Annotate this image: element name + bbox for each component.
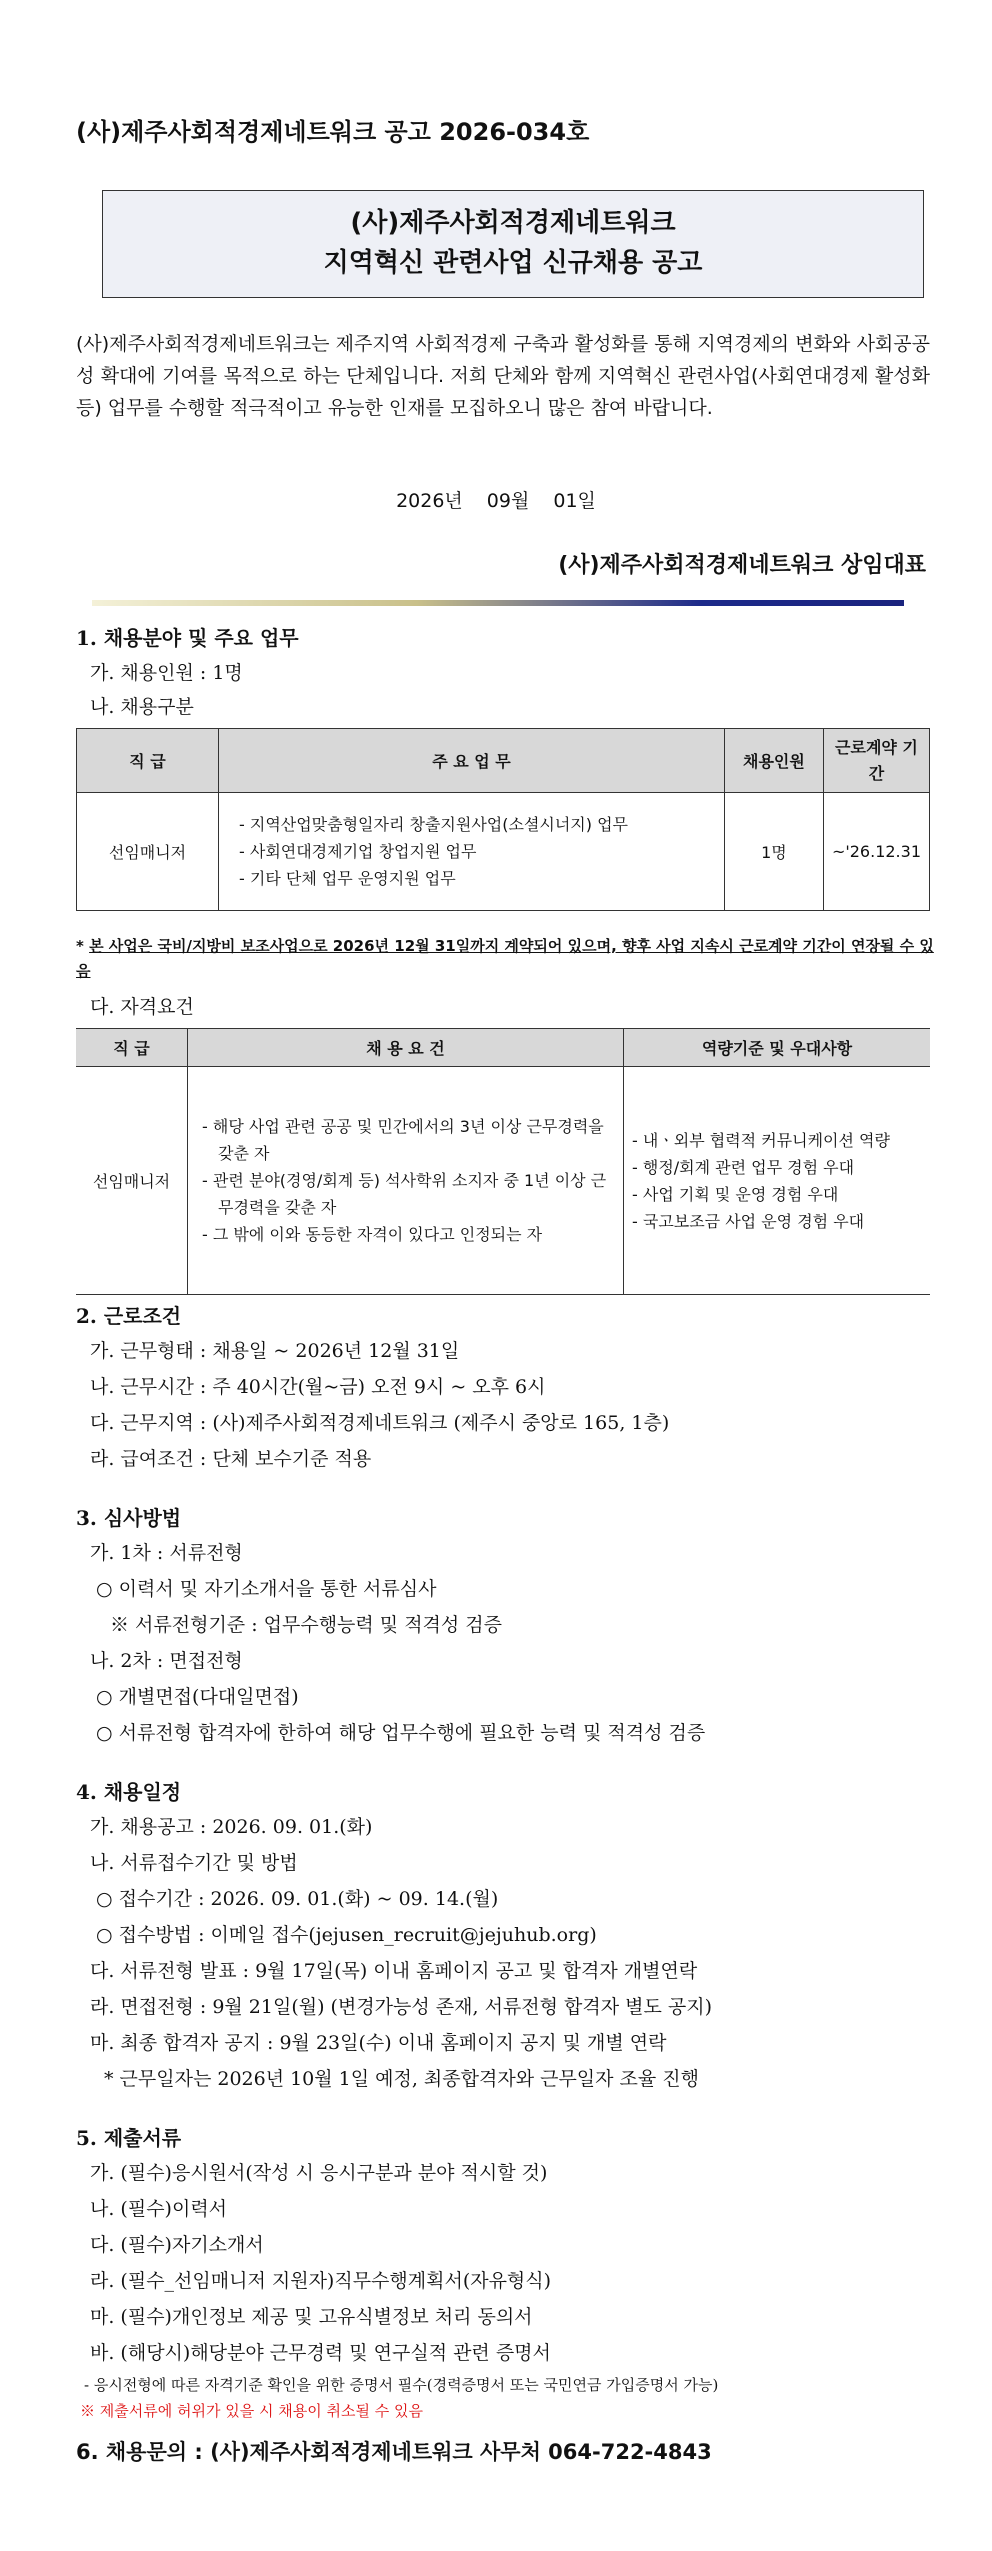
header-count: 채용인원 <box>724 729 823 793</box>
section-5-item: 바. (해당시)해당분야 근무경력 및 연구실적 관련 증명서 <box>90 2342 551 2364</box>
contact-line: 6. 채용문의 : (사)제주사회적경제네트워크 사무처 064-722-4843 <box>76 2440 712 2464</box>
preference-item: - 내ㆍ외부 협력적 커뮤니케이션 역량 <box>632 1130 890 1150</box>
section-5-item: 라. (필수_선임매니저 지원자)직무수행계획서(자유형식) <box>90 2270 552 2292</box>
cell-grade: 선임매니저 <box>77 793 219 911</box>
section-4-item: ○ 접수방법 : 이메일 접수(jejusen_recruit@jejuhub.org) <box>96 1924 597 1946</box>
contract-footnote: * 본 사업은 국비/지방비 보조사업으로 2026년 12월 31일까지 계약되어 있으며, 향후 사업 지속시 근로계약 기간이 연장될 수 있음 <box>76 937 934 980</box>
section-2-item: 다. 근무지역 : (사)제주사회적경제네트워크 (제주시 중앙로 165, 1층) <box>90 1412 670 1434</box>
section-3-item: ○ 개별면접(다대일면접) <box>96 1686 299 1708</box>
section-3-item: ○ 서류전형 합격자에 한하여 해당 업무수행에 필요한 능력 및 적격성 검증 <box>96 1722 706 1744</box>
section-5-warning: ※ 제출서류에 허위가 있을 시 채용이 취소될 수 있음 <box>80 2402 423 2420</box>
section-3-heading: 3. 심사방법 <box>76 1506 182 1530</box>
duty-item: - 지역산업맞춤형일자리 창출지원사업(소셜시너지) 업무 <box>239 815 629 834</box>
header-duties: 주 요 업 무 <box>219 729 725 793</box>
intro-paragraph: (사)제주사회적경제네트워크는 제주지역 사회적경제 구축과 활성화를 통해 지역경제의 변화와 사회공공성 확대에 기여를 목적으로 하는 단체입니다. 저희 단체와 함께 지역혁신 관련사업(사회연대경제 활성화 등) 업무를 수행할 적극적이고 유능한 인재를 모집하오니 많은 참여 바랍니다. <box>76 333 930 419</box>
title-box <box>102 190 924 298</box>
section-3-item: 나. 2차 : 면접전형 <box>90 1650 243 1672</box>
section-4-item: 나. 서류접수기간 및 방법 <box>90 1852 298 1874</box>
duty-item: - 기타 단체 업무 운영지원 업무 <box>239 869 456 888</box>
header-period: 근로계약 기간 <box>823 729 929 793</box>
section-5-item: 다. (필수)자기소개서 <box>90 2234 264 2256</box>
decorative-divider <box>92 600 904 606</box>
section-5-note: - 응시전형에 따른 자격기준 확인을 위한 증명서 필수(경력증명서 또는 국민연금 가입증명서 가능) <box>84 2376 719 2394</box>
section-3-item: ○ 이력서 및 자기소개서을 통한 서류심사 <box>96 1578 437 1600</box>
duty-item: - 사회연대경제기업 창업지원 업무 <box>239 842 477 861</box>
cell-preferences <box>624 1067 931 1295</box>
qualification-table <box>76 1028 930 1295</box>
section-5-item: 마. (필수)개인정보 제공 및 고유식별정보 처리 동의서 <box>90 2306 533 2328</box>
requirement-item: - 그 밖에 이와 동등한 자격이 있다고 인정되는 자 <box>202 1225 543 1244</box>
section-5-item: 나. (필수)이력서 <box>90 2198 228 2220</box>
header-preferences: 역량기준 및 우대사항 <box>624 1029 931 1067</box>
section-2-heading: 2. 근로조건 <box>76 1304 182 1328</box>
cell-period: ~'26.12.31 <box>823 793 929 911</box>
title-line-2: 지역혁신 관련사업 신규채용 공고 <box>323 248 703 278</box>
cell-duties <box>219 793 725 911</box>
section-2-item: 가. 근무형태 : 채용일 ~ 2026년 12월 31일 <box>90 1340 460 1362</box>
cell-requirements <box>188 1067 624 1295</box>
header-grade: 직 급 <box>77 729 219 793</box>
section-5-item: 가. (필수)응시원서(작성 시 응시구분과 분야 적시할 것) <box>90 2162 548 2184</box>
section-4-item: 가. 채용공고 : 2026. 09. 01.(화) <box>90 1816 373 1838</box>
signer: (사)제주사회적경제네트워크 상임대표 <box>558 553 926 578</box>
preference-item: - 행정/회계 관련 업무 경험 우대 <box>632 1157 855 1177</box>
section-3-item: ※ 서류전형기준 : 업무수행능력 및 적격성 검증 <box>110 1614 503 1636</box>
section-4-item: * 근무일자는 2026년 10월 1일 예정, 최종합격자와 근무일자 조율 진행 <box>104 2068 700 2090</box>
section-1-heading: 1. 채용분야 및 주요 업무 <box>76 626 299 650</box>
section-3-item: 가. 1차 : 서류전형 <box>90 1542 243 1564</box>
section-5-heading: 5. 제출서류 <box>76 2126 182 2150</box>
position-table <box>76 728 930 911</box>
title-line-1: (사)제주사회적경제네트워크 <box>350 208 676 238</box>
requirement-item: - 해당 사업 관련 공공 및 민간에서의 3년 이상 근무경력을 갖춘 자 <box>202 1117 604 1163</box>
section-2-item: 나. 근무시간 : 주 40시간(월~금) 오전 9시 ~ 오후 6시 <box>90 1376 546 1398</box>
section-1-item-c: 다. 자격요건 <box>90 996 194 1018</box>
preference-item: - 국고보조금 사업 운영 경험 우대 <box>632 1211 865 1231</box>
header-grade: 직 급 <box>76 1029 188 1067</box>
notice-number: (사)제주사회적경제네트워크 공고 2026-034호 <box>76 118 590 146</box>
section-1-item-b: 나. 채용구분 <box>90 696 194 718</box>
section-4-item: 라. 면접전형 : 9월 21일(월) (변경가능성 존재, 서류전형 합격자 별도 공지) <box>90 1996 712 2018</box>
section-4-item: ○ 접수기간 : 2026. 09. 01.(화) ~ 09. 14.(월) <box>96 1888 499 1910</box>
header-requirements: 채 용 요 건 <box>188 1029 624 1067</box>
preference-item: - 사업 기획 및 운영 경험 우대 <box>632 1184 839 1204</box>
section-4-heading: 4. 채용일정 <box>76 1780 182 1804</box>
cell-grade: 선임매니저 <box>76 1067 188 1295</box>
notice-date: 2026년 09월 01일 <box>396 490 596 512</box>
section-1-item-a: 가. 채용인원 : 1명 <box>90 662 243 684</box>
section-4-item: 마. 최종 합격자 공지 : 9월 23일(수) 이내 홈페이지 공지 및 개별 연락 <box>90 2032 667 2054</box>
cell-count: 1명 <box>724 793 823 911</box>
requirement-item: - 관련 분야(경영/회계 등) 석사학위 소지자 중 1년 이상 근무경력을 갖춘 자 <box>202 1171 607 1217</box>
section-2-item: 라. 급여조건 : 단체 보수기준 적용 <box>90 1448 372 1470</box>
section-4-item: 다. 서류전형 발표 : 9월 17일(목) 이내 홈페이지 공고 및 합격자 개별연락 <box>90 1960 698 1982</box>
